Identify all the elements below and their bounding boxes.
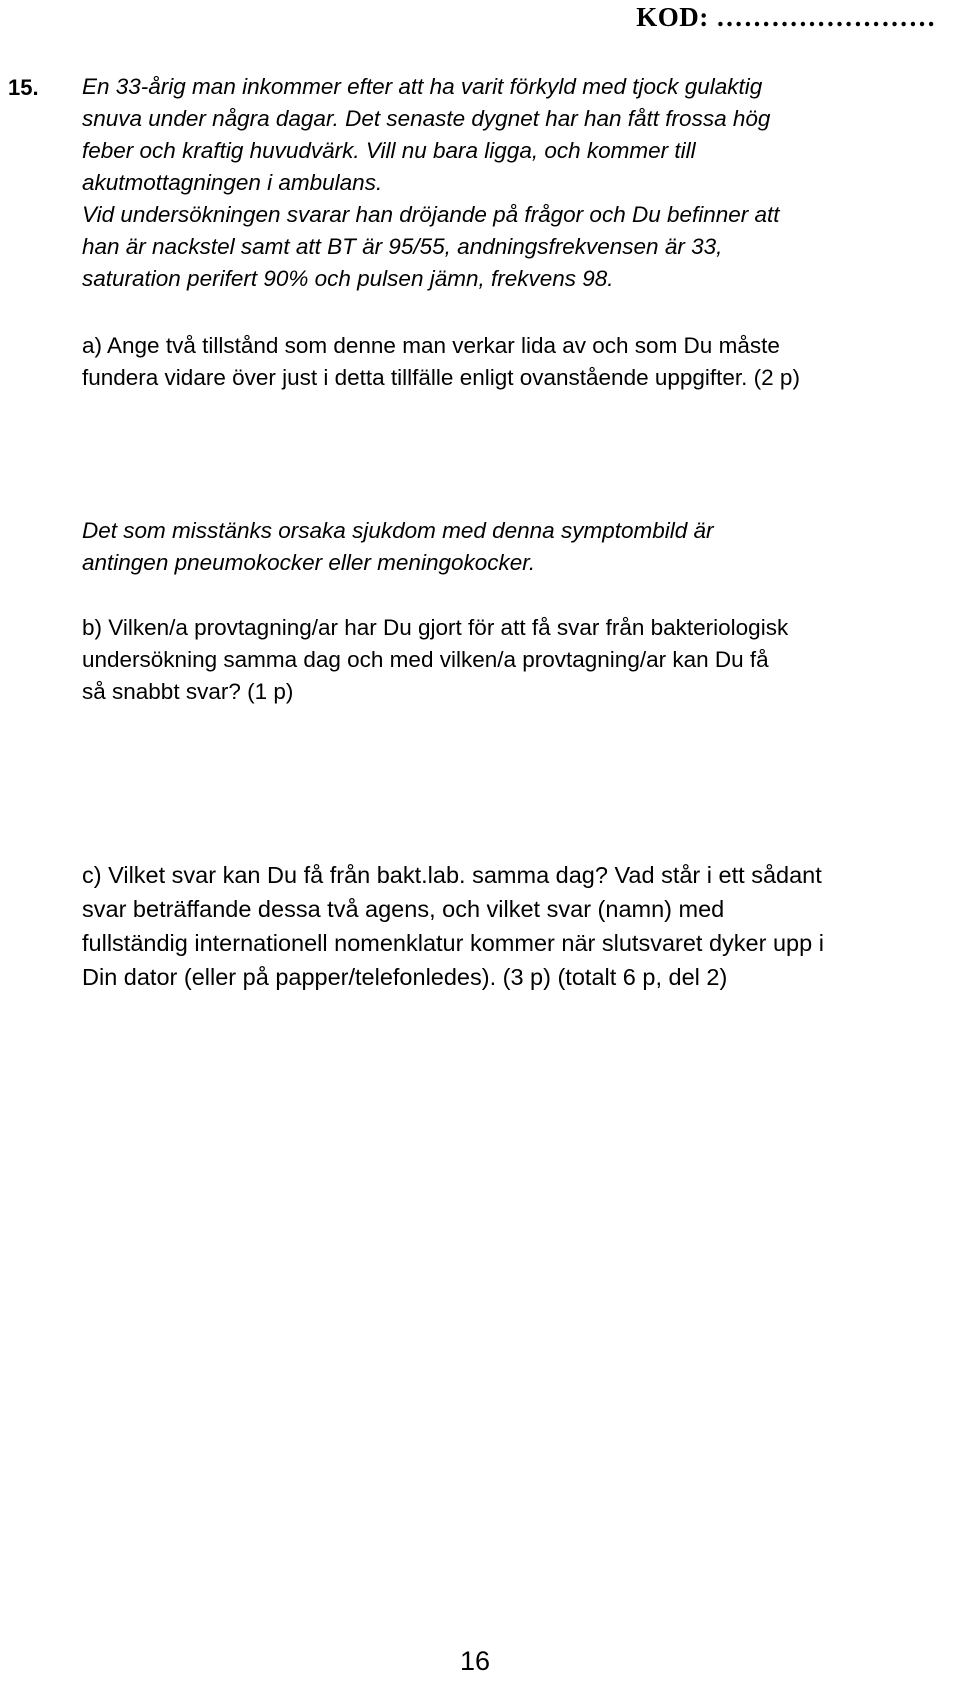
- question-number: 15.: [8, 75, 39, 100]
- pathogen-note: Det som misstänks orsaka sjukdom med denna symptombild är antingen pneumokocker eller meningokocker.: [82, 518, 714, 575]
- question-part-b: b) Vilken/a provtagning/ar har Du gjort för att få svar från bakteriologisk undersökning samma dag och med vilken/a provtagning/ar kan Du få så snabbt svar? (1 p): [82, 615, 789, 704]
- question-part-c: c) Vilket svar kan Du få från bakt.lab. samma dag? Vad står i ett sådant svar beträffande dessa två agens, och vilket svar (namn) med fullständig internationell nomenklatur kommer när slutsvaret dyker upp i Din dator (eller på papper/telefonledes). (3 p) (totalt 6 p, del 2): [82, 862, 824, 990]
- exam-code-label: KOD: ……………………: [636, 2, 936, 32]
- question-part-a: a) Ange två tillstånd som denne man verkar lida av och som Du måste fundera vidare över just i detta tillfälle enligt ovanstående uppgifter. (2 p): [82, 333, 800, 390]
- case-scenario: En 33-årig man inkommer efter att ha varit förkyld med tjock gulaktig snuva under några dagar. Det senaste dygnet har han fått frossa hög feber och kraftig huvudvärk. Vill nu bara ligga, och kommer till akutmottagningen i ambulans. Vid undersökningen svarar han dröjande på frågor och Du befinner att han är nackstel samt att BT är 95/55, andningsfrekvensen är 33, saturation perifert 90% och pulsen jämn, frekvens 98.: [82, 74, 780, 291]
- page-number: 16: [460, 1646, 491, 1676]
